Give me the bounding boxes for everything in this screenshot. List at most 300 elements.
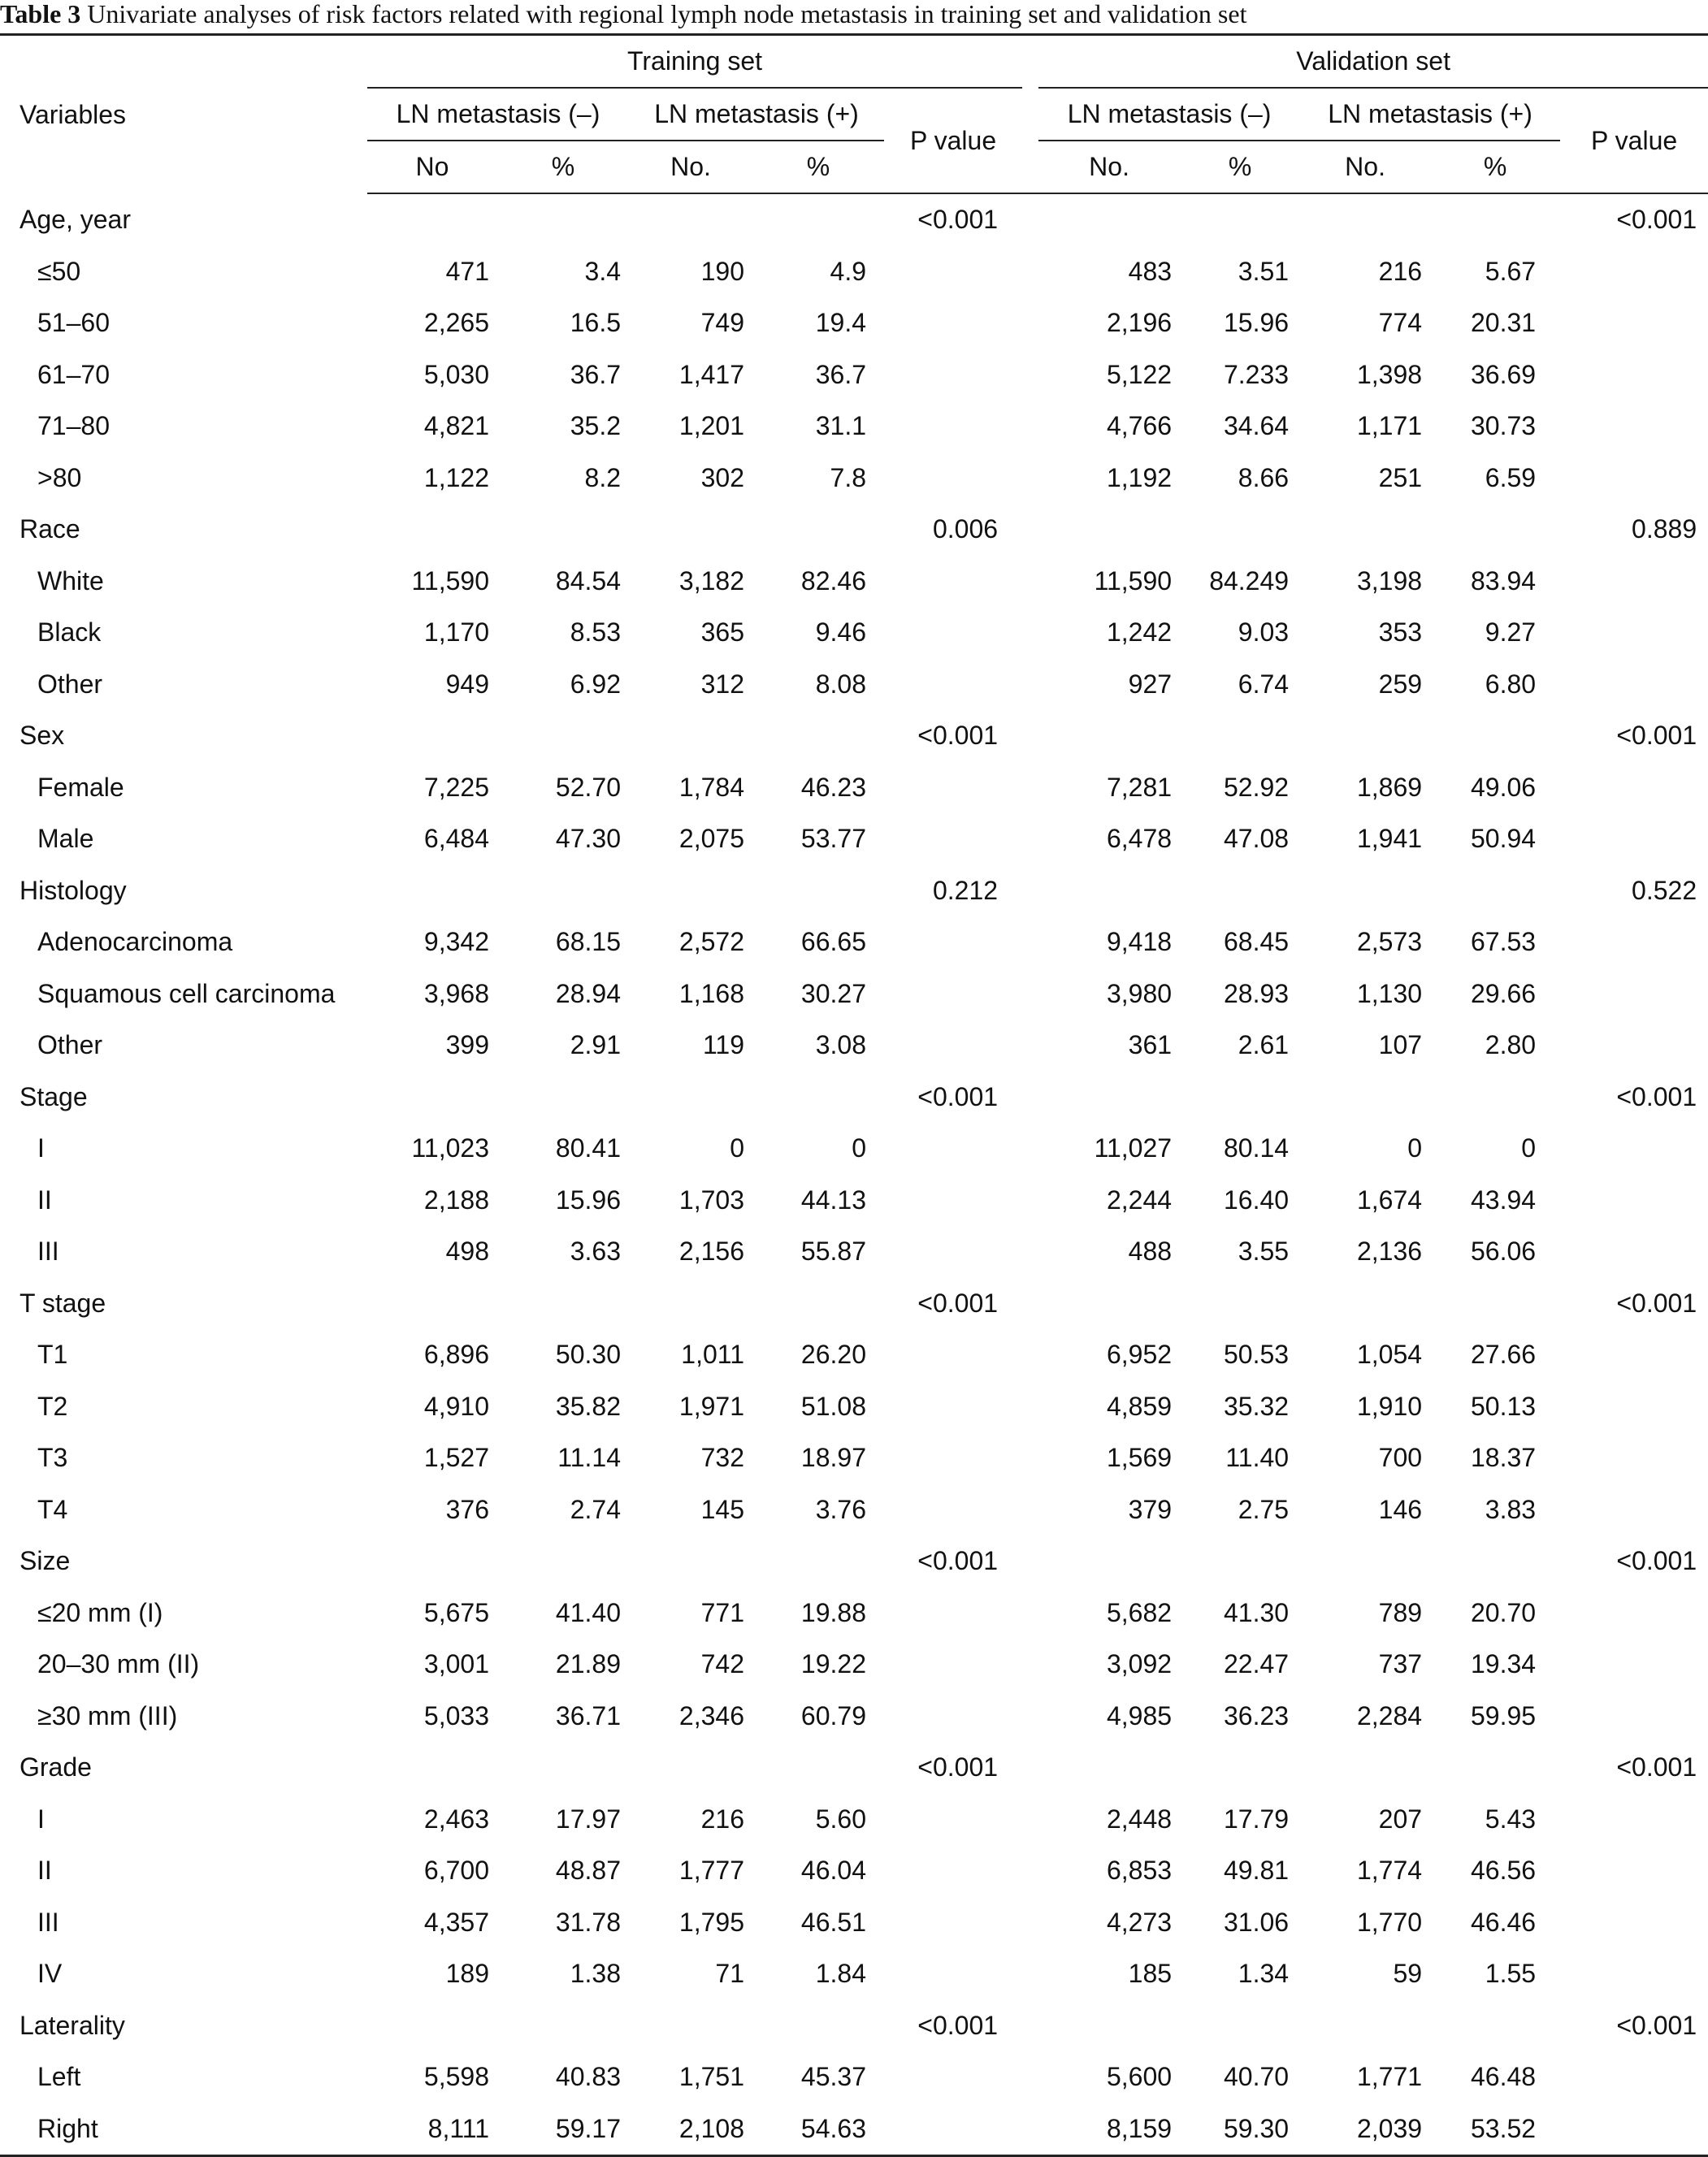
table-row	[0, 1123, 1708, 1175]
cell-p-val	[1560, 453, 1708, 505]
table-row	[0, 401, 1708, 453]
cell-v-pos-no	[1300, 1535, 1430, 1587]
cell-t-pos-pct: 31.1	[815, 411, 866, 441]
category-label: Sex	[20, 721, 65, 751]
cell-t-pos-no: 742	[700, 1649, 744, 1679]
header-validation-set: Validation set	[1038, 35, 1708, 89]
cell-v-pos-no: 216	[1378, 256, 1423, 286]
cell-p-val	[1560, 1329, 1708, 1381]
cell-v-neg-no: 11,590	[1094, 565, 1173, 596]
cell-v-neg-no: 927	[1128, 669, 1173, 699]
cell-t-neg-pct: 47.30	[555, 824, 621, 854]
cell-t-neg-no: 1,527	[423, 1443, 489, 1473]
cell-t-neg-pct	[497, 504, 629, 556]
table-caption	[0, 0, 1708, 31]
cell-v-pos-no: 251	[1378, 462, 1423, 492]
cell-t-neg-no	[367, 2000, 497, 2052]
cell-v-neg-no: 2,196	[1106, 308, 1173, 338]
cell-v-pos-no: 2,136	[1356, 1237, 1423, 1267]
level-label: 61–70	[37, 359, 110, 389]
cell-v-pos-pct: 5.43	[1485, 1804, 1537, 1834]
table-row	[0, 297, 1708, 349]
table-title: Univariate analyses of risk factors related with regional lymph node metastasis in training set and validation set	[87, 0, 1247, 28]
cell-v-neg-no: 4,766	[1106, 411, 1173, 441]
cell-v-neg-pct: 50.53	[1223, 1340, 1290, 1370]
header-train-neg-no: No	[367, 141, 497, 193]
cell-t-neg-pct: 3.4	[584, 256, 621, 286]
cell-v-pos-no: 259	[1378, 669, 1423, 699]
cell-v-pos-pct: 6.59	[1485, 462, 1537, 492]
level-label: ≤50	[37, 256, 81, 286]
cell-v-pos-pct: 20.70	[1470, 1597, 1537, 1627]
cell-t-pos-pct	[752, 1742, 884, 1794]
level-label: >80	[37, 462, 82, 492]
cell-t-pos-no: 365	[700, 617, 744, 648]
cell-p-train	[884, 1691, 1022, 1743]
cell-v-neg-pct: 2.75	[1238, 1494, 1290, 1524]
table-label: Table 3	[0, 0, 81, 28]
cell-p-val: <0.001	[1616, 1546, 1697, 1576]
level-label: Other	[37, 1030, 103, 1060]
cell-v-neg-no: 3,092	[1106, 1649, 1173, 1679]
cell-t-neg-pct: 1.38	[570, 1959, 621, 1989]
cell-t-pos-pct	[752, 1072, 884, 1124]
cell-t-pos-pct: 53.77	[800, 824, 866, 854]
cell-p-val: <0.001	[1616, 721, 1697, 751]
cell-t-pos-pct: 36.7	[815, 359, 866, 389]
cell-v-pos-pct: 56.06	[1470, 1237, 1537, 1267]
cell-p-train	[884, 1020, 1022, 1072]
cell-p-val	[1560, 556, 1708, 608]
cell-t-pos-pct	[752, 1278, 884, 1330]
cell-t-neg-pct: 2.91	[570, 1030, 621, 1060]
table-row	[0, 1432, 1708, 1484]
cell-v-neg-no	[1038, 504, 1180, 556]
cell-t-pos-pct: 7.8	[830, 462, 866, 492]
category-row	[0, 1535, 1708, 1587]
cell-t-pos-no: 1,751	[678, 2062, 744, 2092]
level-label: Male	[37, 824, 94, 854]
cell-t-pos-no	[629, 710, 752, 762]
cell-t-neg-no: 5,675	[423, 1597, 489, 1627]
cell-t-pos-pct: 19.88	[800, 1597, 866, 1627]
cell-v-pos-no: 353	[1378, 617, 1423, 648]
cell-t-pos-pct: 46.04	[800, 1856, 866, 1886]
table-row	[0, 453, 1708, 505]
category-label: T stage	[20, 1288, 106, 1318]
cell-t-neg-no: 2,463	[423, 1804, 489, 1834]
cell-t-neg-no: 8,111	[367, 2103, 497, 2156]
cell-p-train	[884, 1587, 1022, 1639]
level-label: T4	[37, 1494, 68, 1524]
cell-v-neg-pct: 7.233	[1223, 359, 1290, 389]
level-label: Female	[37, 772, 124, 802]
cell-p-val: 0.889	[1632, 514, 1697, 544]
level-label: Right	[0, 2103, 367, 2156]
cell-t-neg-no: 1,170	[423, 617, 489, 648]
category-label: Size	[20, 1546, 71, 1576]
level-label: T1	[37, 1340, 68, 1370]
table-row	[0, 349, 1708, 401]
category-row	[0, 865, 1708, 917]
cell-t-pos-no: 2,346	[678, 1700, 744, 1730]
category-label: Race	[20, 514, 80, 544]
table-row	[0, 916, 1708, 968]
cell-v-pos-pct: 18.37	[1470, 1443, 1537, 1473]
cell-t-neg-pct	[497, 865, 629, 917]
table-row	[0, 1329, 1708, 1381]
cell-p-train	[884, 453, 1022, 505]
cell-t-neg-pct: 48.87	[555, 1856, 621, 1886]
cell-t-pos-no: 1,784	[678, 772, 744, 802]
cell-v-neg-no: 488	[1128, 1237, 1173, 1267]
cell-v-neg-pct: 84.249	[1209, 565, 1290, 596]
cell-t-neg-pct: 35.82	[555, 1391, 621, 1421]
cell-v-pos-no: 3,198	[1356, 565, 1423, 596]
header-val-ln-neg: LN metastasis (–)	[1038, 88, 1300, 141]
cell-p-train	[884, 349, 1022, 401]
cell-v-pos-pct: 19.34	[1470, 1649, 1537, 1679]
cell-t-neg-pct	[497, 1742, 629, 1794]
cell-v-neg-pct: 34.64	[1223, 411, 1290, 441]
table-row	[0, 1845, 1708, 1897]
level-label: 20–30 mm (II)	[37, 1649, 200, 1679]
cell-v-neg-no: 6,952	[1106, 1340, 1173, 1370]
cell-v-pos-no: 207	[1378, 1804, 1423, 1834]
cell-v-pos-pct	[1430, 865, 1560, 917]
cell-v-neg-pct: 28.93	[1223, 978, 1290, 1008]
cell-v-pos-pct: 1.55	[1485, 1959, 1537, 1989]
cell-v-neg-no	[1038, 2000, 1180, 2052]
cell-t-neg-no: 7,225	[423, 772, 489, 802]
cell-p-val	[1560, 659, 1708, 711]
cell-v-neg-no: 185	[1128, 1959, 1173, 1989]
level-label: ≥30 mm (III)	[37, 1700, 178, 1730]
cell-p-val	[1560, 968, 1708, 1020]
cell-p-train	[884, 556, 1022, 608]
category-label: Laterality	[20, 2010, 125, 2040]
cell-t-pos-no: 1,011	[681, 1340, 744, 1370]
cell-t-pos-pct: 1.84	[815, 1959, 866, 1989]
cell-v-pos-no	[1300, 193, 1430, 246]
cell-v-pos-pct: 43.94	[1470, 1185, 1537, 1215]
cell-v-pos-no: 1,771	[1356, 2062, 1423, 2092]
cell-t-neg-pct	[497, 1278, 629, 1330]
cell-t-neg-no: 11,023	[411, 1133, 489, 1163]
cell-v-neg-no	[1038, 1742, 1180, 1794]
cell-t-pos-no	[629, 1072, 752, 1124]
cell-v-pos-pct: 27.66	[1470, 1340, 1537, 1370]
cell-v-pos-no	[1300, 865, 1430, 917]
cell-v-pos-no: 1,774	[1356, 1856, 1423, 1886]
cell-p-val	[1560, 916, 1708, 968]
cell-p-train: <0.001	[917, 1752, 999, 1782]
cell-v-pos-no: 1,869	[1356, 772, 1423, 802]
category-label: Histology	[20, 875, 127, 905]
cell-t-neg-pct	[497, 710, 629, 762]
cell-t-neg-no: 4,821	[423, 411, 489, 441]
cell-t-neg-no: 471	[445, 256, 489, 286]
cell-v-neg-pct: 52.92	[1223, 772, 1290, 802]
cell-p-val: <0.001	[1616, 205, 1697, 235]
category-row	[0, 1278, 1708, 1330]
cell-t-pos-pct: 0	[852, 1133, 866, 1163]
cell-t-pos-no	[629, 1278, 752, 1330]
cell-t-neg-pct: 40.83	[555, 2062, 621, 2092]
cell-v-neg-pct: 8.66	[1238, 462, 1290, 492]
cell-p-val	[1560, 1175, 1708, 1227]
cell-t-pos-no: 312	[700, 669, 744, 699]
cell-v-neg-pct: 17.79	[1223, 1804, 1290, 1834]
cell-v-pos-no: 0	[1407, 1133, 1423, 1163]
cell-v-pos-no: 146	[1378, 1494, 1423, 1524]
cell-v-pos-pct	[1430, 2000, 1560, 2052]
cell-t-neg-no	[367, 504, 497, 556]
cell-p-train: <0.001	[917, 2010, 999, 2040]
cell-t-neg-pct: 36.7	[570, 359, 621, 389]
header-train-p-value: P value	[884, 88, 1022, 193]
cell-t-pos-no: 732	[700, 1443, 744, 1473]
cell-t-neg-no: 5,033	[423, 1700, 489, 1730]
cell-p-train	[884, 762, 1022, 814]
cell-t-neg-pct: 8.53	[570, 617, 621, 648]
cell-v-pos-no: 1,130	[1356, 978, 1423, 1008]
cell-p-val: 0.522	[1632, 875, 1697, 905]
cell-t-neg-pct: 52.70	[555, 772, 621, 802]
cell-p-train: <0.001	[917, 1288, 999, 1318]
cell-p-train: 0.212	[932, 875, 999, 905]
cell-v-neg-no: 4,273	[1106, 1907, 1173, 1937]
cell-t-neg-no: 5,598	[423, 2062, 489, 2092]
level-label: 51–60	[37, 308, 110, 338]
cell-t-pos-no: 1,201	[678, 411, 744, 441]
cell-t-pos-no: 71	[715, 1959, 744, 1989]
cell-t-pos-no: 1,703	[678, 1185, 744, 1215]
cell-v-neg-pct: 15.96	[1223, 308, 1290, 338]
cell-t-pos-no: 2,572	[678, 927, 744, 957]
cell-p-train	[884, 1639, 1022, 1691]
cell-t-pos-no: 1,795	[678, 1907, 744, 1937]
header-variables: Variables	[0, 35, 367, 194]
cell-v-pos-pct: 46.46	[1470, 1907, 1537, 1937]
category-row	[0, 710, 1708, 762]
cell-t-neg-pct: 3.63	[570, 1237, 621, 1267]
cell-v-neg-no: 3,980	[1106, 978, 1173, 1008]
table-row	[0, 1484, 1708, 1536]
category-label: Stage	[20, 1081, 88, 1111]
level-label: IV	[37, 1959, 63, 1989]
cell-p-train	[884, 1175, 1022, 1227]
cell-v-pos-no: 1,398	[1356, 359, 1423, 389]
cell-t-neg-no: 2,265	[423, 308, 489, 338]
cell-v-neg-no: 379	[1128, 1494, 1173, 1524]
cell-v-neg-pct: 31.06	[1223, 1907, 1290, 1937]
cell-t-pos-no: 145	[700, 1494, 744, 1524]
cell-v-neg-pct: 49.81	[1223, 1856, 1290, 1886]
cell-v-neg-pct: 16.40	[1223, 1185, 1290, 1215]
category-row	[0, 504, 1708, 556]
cell-v-pos-no: 1,770	[1356, 1907, 1423, 1937]
cell-t-neg-no: 6,896	[423, 1340, 489, 1370]
cell-t-neg-no: 6,484	[423, 824, 489, 854]
cell-v-pos-pct	[1430, 1278, 1560, 1330]
cell-t-pos-pct: 45.37	[800, 2062, 866, 2092]
cell-v-neg-no: 6,478	[1106, 824, 1173, 854]
table-row	[0, 1175, 1708, 1227]
cell-p-val	[1560, 1897, 1708, 1949]
cell-t-neg-no: 949	[445, 669, 489, 699]
cell-v-pos-no	[1300, 1072, 1430, 1124]
cell-t-pos-pct: 19.22	[800, 1649, 866, 1679]
table-row	[0, 659, 1708, 711]
cell-v-pos-pct: 29.66	[1470, 978, 1537, 1008]
cell-v-neg-no	[1038, 1535, 1180, 1587]
cell-p-train	[884, 607, 1022, 659]
cell-v-neg-no: 6,853	[1106, 1856, 1173, 1886]
cell-p-val	[1560, 297, 1708, 349]
cell-t-neg-pct: 16.5	[570, 308, 621, 338]
cell-v-neg-pct: 11.40	[1225, 1443, 1290, 1473]
cell-v-neg-pct: 3.51	[1238, 256, 1290, 286]
cell-t-pos-pct: 26.20	[800, 1340, 866, 1370]
level-label: II	[37, 1856, 52, 1886]
cell-t-pos-no: 216	[700, 1804, 744, 1834]
cell-p-val	[1560, 349, 1708, 401]
cell-v-pos-pct	[1430, 1072, 1560, 1124]
header-train-pos-no: No.	[629, 141, 752, 193]
table-row	[0, 246, 1708, 298]
cell-v-neg-no	[1038, 1072, 1180, 1124]
cell-t-pos-no: 1,971	[678, 1391, 744, 1421]
cell-t-neg-no: 2,188	[423, 1185, 489, 1215]
table-row	[0, 1020, 1708, 1072]
cell-v-pos-no	[1300, 2000, 1430, 2052]
cell-v-pos-pct: 9.27	[1485, 617, 1537, 648]
cell-t-pos-pct	[752, 2000, 884, 2052]
cell-t-pos-pct: 46.51	[800, 1907, 866, 1937]
cell-p-train	[884, 1897, 1022, 1949]
cell-t-neg-no: 376	[445, 1494, 489, 1524]
cell-p-train	[884, 1948, 1022, 2000]
cell-v-pos-no: 1,674	[1356, 1185, 1423, 1215]
category-label: Grade	[20, 1752, 92, 1782]
cell-v-neg-no: 4,985	[1106, 1700, 1173, 1730]
cell-t-neg-pct: 11.14	[557, 1443, 621, 1473]
cell-t-pos-pct	[752, 865, 884, 917]
cell-p-train	[884, 659, 1022, 711]
header-val-pos-no: No.	[1300, 141, 1430, 193]
table-row	[0, 2051, 1708, 2103]
cell-v-neg-no: 8,159	[1038, 2103, 1180, 2156]
level-label: II	[37, 1185, 52, 1215]
cell-p-val	[1560, 1794, 1708, 1846]
cell-t-neg-no: 4,910	[423, 1391, 489, 1421]
cell-v-neg-no	[1038, 1278, 1180, 1330]
table-header	[0, 35, 1708, 194]
cell-v-pos-pct: 46.48	[1470, 2062, 1537, 2092]
level-label: Squamous cell carcinoma	[37, 978, 336, 1008]
cell-t-pos-no	[629, 193, 752, 246]
cell-v-neg-pct: 6.74	[1238, 669, 1290, 699]
cell-v-pos-no: 59	[1393, 1959, 1423, 1989]
cell-v-pos-pct	[1430, 193, 1560, 246]
cell-v-neg-pct: 41.30	[1223, 1597, 1290, 1627]
level-label: Other	[37, 669, 103, 699]
cell-v-neg-no: 1,569	[1106, 1443, 1173, 1473]
cell-p-val	[1560, 1639, 1708, 1691]
cell-p-train	[884, 916, 1022, 968]
cell-v-pos-pct: 50.13	[1470, 1391, 1537, 1421]
header-val-neg-no: No.	[1038, 141, 1180, 193]
cell-t-neg-pct	[497, 1535, 629, 1587]
header-training-set: Training set	[367, 35, 1022, 89]
cell-p-val: <0.001	[1616, 1081, 1697, 1111]
cell-p-train	[884, 401, 1022, 453]
cell-t-neg-no	[367, 1742, 497, 1794]
header-val-ln-pos: LN metastasis (+)	[1300, 88, 1560, 141]
cell-v-pos-no	[1300, 504, 1430, 556]
cell-t-neg-pct: 36.71	[555, 1700, 621, 1730]
cell-v-pos-no: 1,910	[1356, 1391, 1423, 1421]
cell-p-val	[1560, 1381, 1708, 1433]
cell-v-neg-pct: 80.14	[1223, 1133, 1290, 1163]
cell-t-neg-pct: 41.40	[555, 1597, 621, 1627]
cell-t-neg-no: 9,342	[423, 927, 489, 957]
category-row	[0, 1742, 1708, 1794]
cell-t-neg-pct: 2.74	[570, 1494, 621, 1524]
cell-v-pos-pct	[1430, 1742, 1560, 1794]
cell-t-neg-pct: 50.30	[555, 1340, 621, 1370]
cell-t-pos-no: 2,156	[678, 1237, 744, 1267]
cell-t-pos-pct: 55.87	[800, 1237, 866, 1267]
header-val-pos-pct: %	[1430, 141, 1560, 193]
cell-t-pos-no: 119	[702, 1030, 744, 1060]
cell-t-neg-pct: 59.17	[497, 2103, 629, 2156]
cell-t-neg-no: 5,030	[423, 359, 489, 389]
table-row	[0, 1381, 1708, 1433]
cell-v-neg-no	[1038, 710, 1180, 762]
cell-v-neg-pct: 40.70	[1223, 2062, 1290, 2092]
level-label: I	[37, 1133, 45, 1163]
cell-v-pos-no: 107	[1378, 1030, 1423, 1060]
cell-v-neg-pct: 1.34	[1238, 1959, 1290, 1989]
cell-t-pos-no: 749	[700, 308, 744, 338]
cell-t-neg-pct	[497, 2000, 629, 2052]
cell-v-neg-pct: 59.30	[1180, 2103, 1300, 2156]
cell-t-neg-pct: 6.92	[570, 669, 621, 699]
cell-p-train	[884, 1381, 1022, 1433]
level-label: T2	[37, 1391, 68, 1421]
cell-p-train	[884, 2051, 1022, 2103]
cell-v-pos-no: 700	[1378, 1443, 1423, 1473]
cell-v-neg-pct	[1180, 504, 1300, 556]
cell-t-neg-no: 3,001	[423, 1649, 489, 1679]
cell-p-train	[884, 1794, 1022, 1846]
cell-t-neg-no: 399	[445, 1030, 489, 1060]
cell-t-neg-pct	[497, 193, 629, 246]
header-train-pos-pct: %	[752, 141, 884, 193]
cell-v-neg-pct	[1180, 1278, 1300, 1330]
cell-p-val	[1560, 1432, 1708, 1484]
cell-v-neg-no: 483	[1128, 256, 1173, 286]
cell-v-neg-no: 7,281	[1106, 772, 1173, 802]
cell-v-neg-no: 5,682	[1106, 1597, 1173, 1627]
cell-t-neg-no: 1,122	[423, 462, 489, 492]
header-train-ln-pos: LN metastasis (+)	[629, 88, 884, 141]
cell-t-neg-pct: 8.2	[584, 462, 621, 492]
cell-p-val	[1560, 607, 1708, 659]
cell-v-pos-no: 789	[1378, 1597, 1423, 1627]
